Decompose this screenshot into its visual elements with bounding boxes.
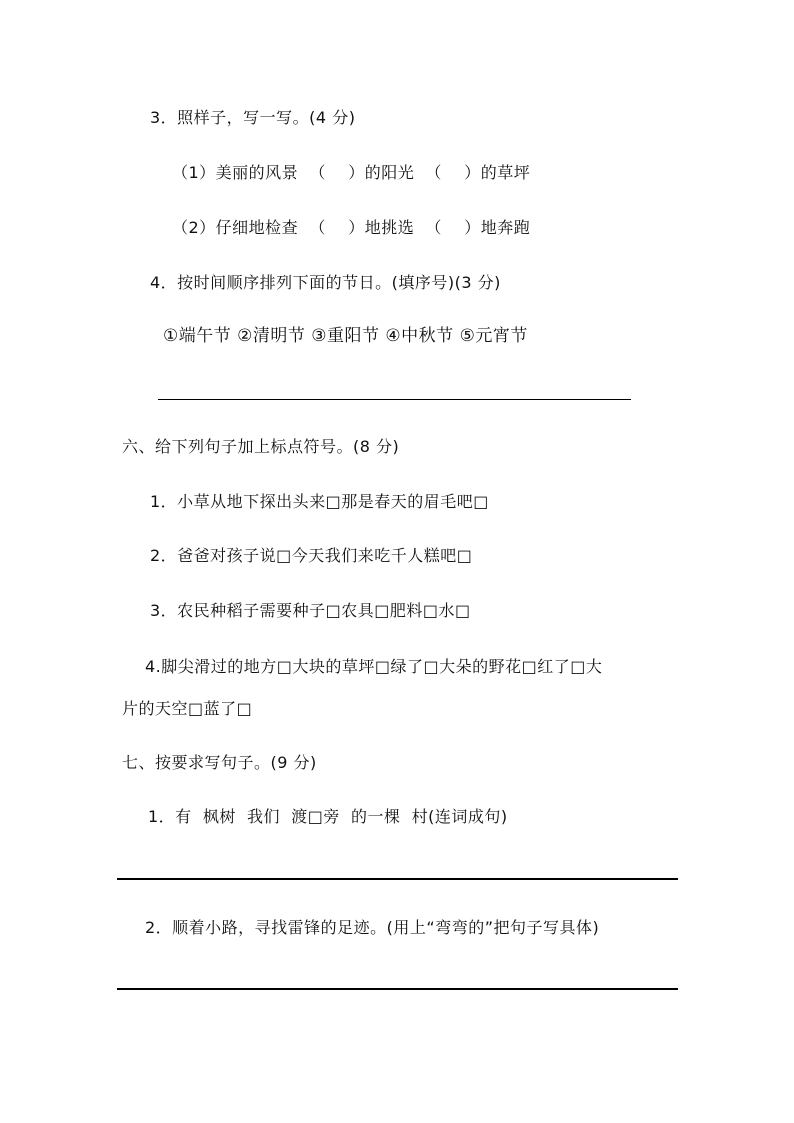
punctuation-item-4-line-2: 片的天空□蓝了□ — [122, 699, 253, 718]
q3-row-2: （2）仔细地检查 （ ）地挑选 （ ）地奔跑 — [172, 218, 531, 237]
punctuation-item-3: 3．农民种稻子需要种子□农具□肥料□水□ — [150, 601, 471, 620]
sentence-q2-answer-line — [117, 988, 678, 990]
q3-title: 3．照样子，写一写。(4 分) — [150, 108, 356, 127]
q4-title: 4．按时间顺序排列下面的节日。(填序号)(3 分) — [150, 273, 501, 292]
q4-options: ①端午节 ②清明节 ③重阳节 ④中秋节 ⑤元宵节 — [163, 326, 528, 346]
section-6-heading: 六、给下列句子加上标点符号。(8 分) — [122, 437, 400, 456]
sentence-q2: 2．顺着小路，寻找雷锋的足迹。(用上“弯弯的”把句子写具体) — [145, 918, 600, 937]
punctuation-item-2: 2．爸爸对孩子说□今天我们来吃千人糕吧□ — [150, 546, 473, 565]
sentence-q1: 1．有 枫树 我们 渡□旁 的一棵 村(连词成句) — [148, 807, 508, 826]
punctuation-item-4-line-1: 4.脚尖滑过的地方□大块的草坪□绿了□大朵的野花□红了□大 — [145, 657, 603, 676]
sentence-q1-answer-line — [117, 878, 678, 880]
punctuation-item-1: 1．小草从地下探出头来□那是春天的眉毛吧□ — [150, 492, 489, 511]
q4-answer-line — [158, 399, 631, 400]
section-7-heading: 七、按要求写句子。(9 分) — [122, 753, 317, 772]
q3-row-1: （1）美丽的风景 （ ）的阳光 （ ）的草坪 — [172, 163, 531, 182]
